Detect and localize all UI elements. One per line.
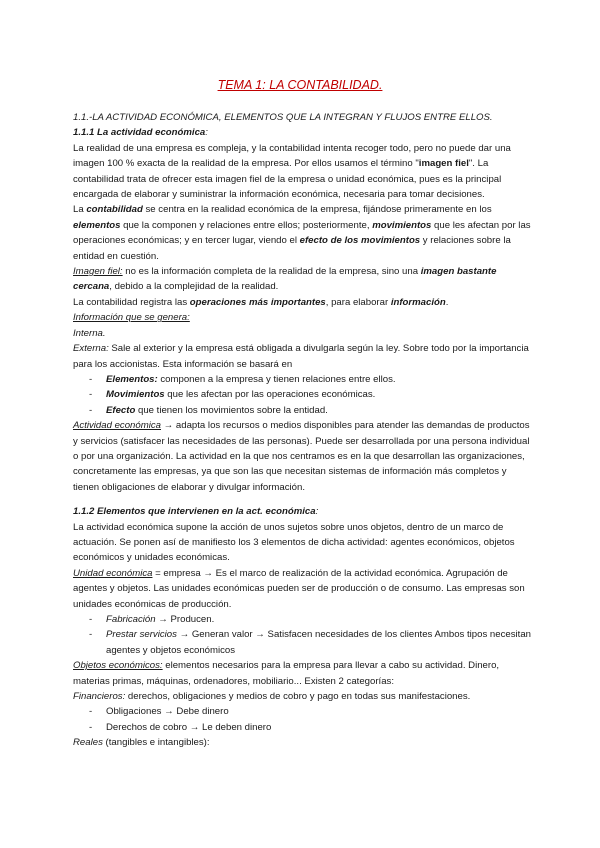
bullet-dash: - xyxy=(89,389,93,401)
document-title: TEMA 1: LA CONTABILIDAD. xyxy=(217,78,383,92)
paragraph-informacion: Información que se genera: xyxy=(73,312,190,324)
text: derechos, obligaciones y medios de cobro y pago en todas sus manifestaciones. xyxy=(125,691,471,703)
text: que tienen los movimientos sobre la entidad. xyxy=(135,404,328,416)
text: La realidad de una empresa es compleja, y la contabilidad intenta recoger todo, pero no puede dar una imagen 100 % exacta de la realidad de la empresa. Por ellos usamos el término " xyxy=(73,142,511,170)
paragraph-externa xyxy=(73,341,531,372)
bullet-dash: - xyxy=(89,373,93,385)
term: contabilidad xyxy=(86,204,143,216)
text: que les afectan por las operaciones económicas; y en tercer lugar, viendo el xyxy=(73,219,531,247)
section-heading: 1.1.-LA ACTIVIDAD ECONÓMICA, ELEMENTOS QUE LA INTEGRAN Y FLUJOS ENTRE ELLOS. xyxy=(73,112,493,123)
list-item xyxy=(73,720,531,735)
paragraph-contabilidad xyxy=(73,202,531,264)
text: que les afectan por las operaciones económicas. xyxy=(164,389,376,401)
term: Unidad económica xyxy=(73,567,153,579)
paragraph-reales xyxy=(73,735,531,750)
paragraph-imagen-fiel xyxy=(73,141,531,203)
text: elementos necesarios para la empresa para llevar a cabo su actividad. Dinero, materias primas, máquinas, ordenadores, mobiliario... Existen 2 categorías: xyxy=(73,660,500,687)
paragraph-interna: Interna. xyxy=(73,327,106,339)
text: Derechos de cobro → Le deben dinero xyxy=(106,721,272,733)
text: y relaciones sobre la entidad en cuestión. xyxy=(73,235,511,262)
text: . xyxy=(445,296,449,308)
term: Movimientos xyxy=(106,389,165,401)
term: imagen bastante cercana xyxy=(73,266,497,293)
list-item xyxy=(73,387,531,402)
term: información xyxy=(390,296,446,308)
text: , debido a la complejidad de la realidad. xyxy=(109,281,279,293)
text: Sale al exterior y la empresa está obligada a divulgarla según la ley. Sobre todo por la importancia para los accionistas. Esta información se basará en xyxy=(73,343,529,370)
paragraph-unidad xyxy=(73,566,531,612)
paragraph-imagen-fiel-def xyxy=(73,264,531,295)
term: elementos xyxy=(73,219,121,231)
subsection-title: 1.1.1 La actividad económica xyxy=(73,127,206,139)
text: no es la información completa de la realidad de la empresa, sino una xyxy=(122,266,421,278)
term: Fabricación xyxy=(106,614,156,625)
subsection-colon: : xyxy=(205,127,208,139)
text: = empresa → Es el marco de realización de la actividad económica. Agrupación de agentes y objetos. Las unidades económicas pueden ser de producción o de consumo. Las empresas son unidades económicas de producción. xyxy=(73,567,525,610)
term: movimientos xyxy=(372,219,432,231)
term: Actividad económica xyxy=(73,420,161,432)
term: Financieros: xyxy=(73,691,126,703)
text: La contabilidad registra las xyxy=(73,296,190,308)
term: Objetos económicos: xyxy=(73,660,163,672)
text: → Producen. xyxy=(155,614,215,625)
term: Elementos: xyxy=(106,373,158,385)
bullet-dash: - xyxy=(89,614,93,625)
text: componen a la empresa y tienen relaciones entre ellos. xyxy=(157,373,396,385)
paragraph-objetos xyxy=(73,658,531,689)
bullet-dash: - xyxy=(89,706,93,718)
paragraph-registra xyxy=(73,295,531,310)
term: Externa: xyxy=(73,343,109,355)
term: Reales xyxy=(73,737,103,749)
bold-term: imagen fiel xyxy=(418,158,469,170)
list-item xyxy=(73,627,531,658)
list-item xyxy=(73,372,531,387)
text: La xyxy=(73,204,87,216)
list-item xyxy=(73,704,531,719)
text: Obligaciones → Debe dinero xyxy=(106,706,229,718)
subsection-title: 1.1.2 Elementos que intervienen en la act. económica xyxy=(73,506,316,518)
term: Imagen fiel: xyxy=(73,266,123,278)
list-item xyxy=(73,612,531,627)
text: se centra en la realidad económica de la empresa, fijándose primeramente en los xyxy=(142,204,492,216)
list-item xyxy=(73,403,531,418)
document-body xyxy=(73,110,531,751)
paragraph-actividad xyxy=(73,418,531,495)
bullet-dash: - xyxy=(89,404,93,416)
paragraph-financieros xyxy=(73,689,531,704)
bullet-dash: - xyxy=(89,629,93,641)
paragraph-elementos: La actividad económica supone la acción de unos sujetos sobre unos objetos, dentro de un marco de actuación. Se ponen así de manifiesto los 3 elementos de dicha actividad: agentes económicos, objetos económicos y unidades económicas. xyxy=(73,521,515,564)
bullet-dash: - xyxy=(89,721,93,733)
text: (tangibles e intangibles): xyxy=(102,737,210,749)
term: operaciones más importantes xyxy=(189,296,326,308)
text: ". La contabilidad trata de ofrecer esta imagen fiel de la empresa o unidad económica, pues es la principal encargada de elaborar y suministrar la información económica, necesaria para tomar decisiones. xyxy=(73,158,502,201)
term: efecto de los movimientos xyxy=(299,235,421,247)
text: → Generan valor → Satisfacen necesidades de los clientes Ambos tipos necesitan agentes y objetos económicos xyxy=(106,629,532,656)
subsection-colon: : xyxy=(315,506,319,518)
text: , para elaborar xyxy=(325,296,391,308)
term: Efecto xyxy=(106,404,136,416)
text: → adapta los recursos o medios disponibles para atender las demandas de productos y servicios (satisfacer las necesidades de las personas). Puede ser desarrollada por una persona individual o por una organización. La actividad en la que nos centramos es en la que desarrollan las organizaciones, concretamente las empresas, ya que son las que necesitan sistemas de información más completos y tienen obligaciones de elaborar y divulgar información. xyxy=(73,420,530,493)
subsection-heading xyxy=(73,504,531,519)
text: que la componen y relaciones entre ellos; posteriormente, xyxy=(120,219,373,231)
subsection-heading xyxy=(73,125,531,140)
term: Prestar servicios xyxy=(106,629,177,641)
